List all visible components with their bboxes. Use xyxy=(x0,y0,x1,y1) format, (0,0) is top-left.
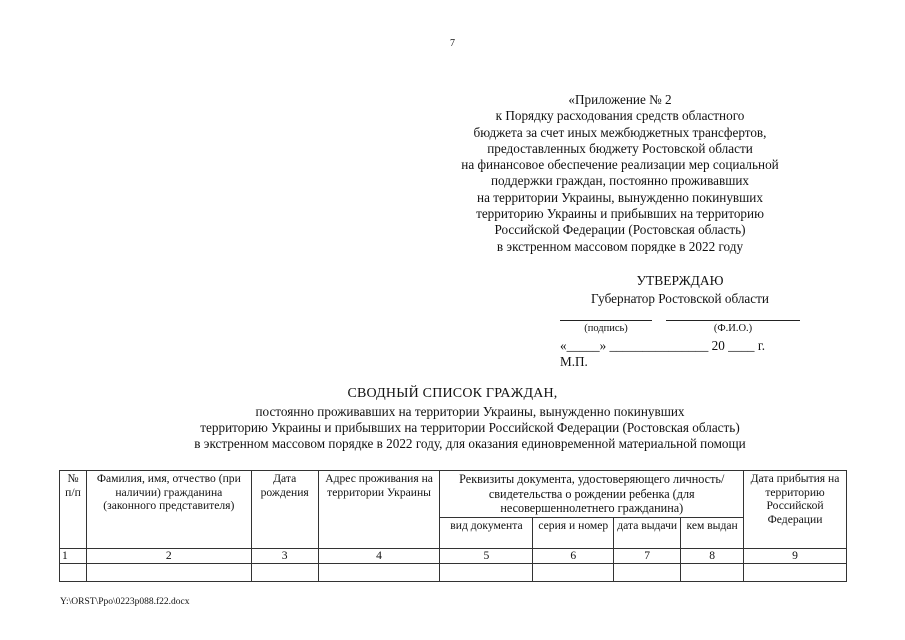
appendix-line: на финансовое обеспечение реализации мер социальной xyxy=(461,157,779,173)
header-doc-series: серия и номер xyxy=(533,517,614,548)
header-document-group: Реквизиты документа, удостоверяющего личность/ свидетельства о рождении ребенка (для несовершеннолетнего гражданина) xyxy=(440,471,744,518)
header-doc-date: дата выдачи xyxy=(614,517,681,548)
name-line xyxy=(666,320,800,321)
empty-cell xyxy=(86,563,251,581)
column-number: 6 xyxy=(533,548,614,563)
header-num: № п/п xyxy=(60,471,87,549)
approval-title: УТВЕРЖДАЮ xyxy=(636,273,724,288)
header-doc-type: вид документа xyxy=(440,517,533,548)
empty-cell xyxy=(60,563,87,581)
appendix-line: на территории Украины, вынужденно покинувших xyxy=(477,189,763,205)
empty-cell xyxy=(744,563,847,581)
column-number: 9 xyxy=(744,548,847,563)
empty-cell xyxy=(533,563,614,581)
column-number: 5 xyxy=(440,548,533,563)
seal-label: М.П. xyxy=(560,354,588,369)
column-number: 4 xyxy=(318,548,440,563)
citizens-table xyxy=(59,470,847,582)
approval-date-line: «_____» _______________ 20 ____ г. xyxy=(560,338,766,353)
signature-label: (подпись) xyxy=(584,323,628,334)
column-number: 8 xyxy=(681,548,744,563)
appendix-line: к Порядку расходования средств областного xyxy=(495,108,745,124)
appendix-line: в экстренном массовом порядке в 2022 году xyxy=(496,238,744,254)
name-label: (Ф.И.О.) xyxy=(713,323,753,334)
header-doc-issuer: кем выдан xyxy=(681,517,744,548)
subtitle-line: в экстренном массовом порядке в 2022 году, для оказания единовременной материальной помощи xyxy=(194,436,746,451)
appendix-line: поддержки граждан, постоянно проживавших xyxy=(490,173,750,189)
header-name: Фамилия, имя, отчество (при наличии) гражданина (законного представителя) xyxy=(86,471,251,549)
signature-line xyxy=(560,320,652,321)
header-birth-date: Дата рождения xyxy=(251,471,318,549)
header-arrival-date: Дата прибытия на территорию Российской Федерации xyxy=(744,471,847,549)
appendix-line: предоставленных бюджету Ростовской области xyxy=(487,140,753,156)
empty-cell xyxy=(440,563,533,581)
empty-row xyxy=(60,563,847,581)
header-address: Адрес проживания на территории Украины xyxy=(318,471,440,549)
header-row xyxy=(60,471,847,518)
subtitle-line: территорию Украины и прибывших на территории Российской Федерации (Ростовская область) xyxy=(200,420,740,435)
appendix-line: бюджета за счет иных межбюджетных трансфертов, xyxy=(473,124,767,140)
appendix-line: «Приложение № 2 xyxy=(568,92,672,107)
page-number: 7 xyxy=(450,38,455,49)
empty-cell xyxy=(681,563,744,581)
subtitle-line: постоянно проживавших на территории Украины, вынужденно покинувших xyxy=(255,404,685,419)
appendix-block xyxy=(420,92,820,255)
column-number: 1 xyxy=(60,548,87,563)
empty-cell xyxy=(251,563,318,581)
document-subtitle xyxy=(90,404,850,452)
column-number: 2 xyxy=(86,548,251,563)
column-number: 7 xyxy=(614,548,681,563)
footer-file-path: Y:\ORST\Ppo\0223p088.f22.docx xyxy=(60,597,190,607)
appendix-line: Российской Федерации (Ростовская область) xyxy=(494,222,746,238)
empty-cell xyxy=(614,563,681,581)
appendix-line: территорию Украины и прибывших на территорию xyxy=(476,206,764,222)
document-title: СВОДНЫЙ СПИСОК ГРАЖДАН, xyxy=(347,386,558,401)
column-number: 3 xyxy=(251,548,318,563)
approval-subtitle: Губернатор Ростовской области xyxy=(591,291,769,306)
column-number-row xyxy=(60,548,847,563)
empty-cell xyxy=(318,563,440,581)
